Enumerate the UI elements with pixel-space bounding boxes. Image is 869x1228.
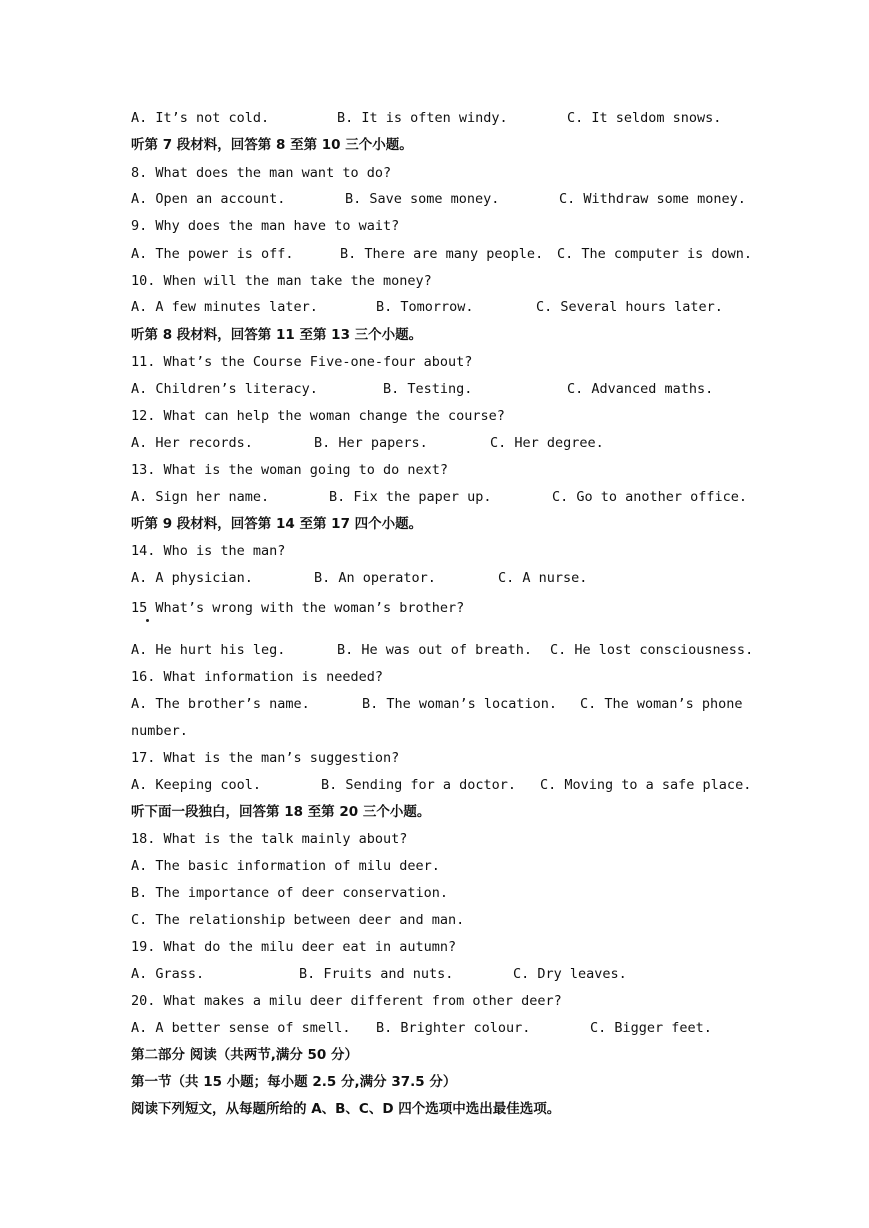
option-a: A. Open an account. <box>131 191 286 207</box>
option-a: A. Keeping cool. <box>131 777 262 793</box>
option-b: B. Fruits and nuts. <box>299 966 454 982</box>
option-line: A. The basic information of milu deer. <box>131 858 440 874</box>
option-a: A. He hurt his leg. <box>131 642 286 658</box>
question-text: 9. Why does the man have to wait? <box>131 218 400 234</box>
option-a: A. The power is off. <box>131 246 294 262</box>
option-b: B. There are many people. <box>340 246 544 262</box>
section-heading: 第一节（共 15 小题；每小题 2.5 分,满分 37.5 分） <box>131 1074 457 1090</box>
stray-mark <box>146 619 149 622</box>
option-c: C. Several hours later. <box>536 299 723 315</box>
option-c: C. A nurse. <box>498 570 588 586</box>
option-c: C. The computer is down. <box>557 246 753 262</box>
option-b: B. Sending for a doctor. <box>321 777 517 793</box>
option-line: B. The importance of deer conservation. <box>131 885 448 901</box>
option-b: B. An operator. <box>314 570 436 586</box>
question-text: 8. What does the man want to do? <box>131 165 392 181</box>
option-c: C. Advanced maths. <box>567 381 714 397</box>
option-a: A. It’s not cold. <box>131 110 270 126</box>
question-text: 10. When will the man take the money? <box>131 273 432 289</box>
option-b: B. Her papers. <box>314 435 428 451</box>
option-c: C. Bigger feet. <box>590 1020 712 1036</box>
question-text: 19. What do the milu deer eat in autumn? <box>131 939 457 955</box>
option-b: B. Tomorrow. <box>376 299 474 315</box>
option-a: A. Her records. <box>131 435 253 451</box>
question-text: 14. Who is the man? <box>131 543 286 559</box>
option-c: C. Dry leaves. <box>513 966 627 982</box>
question-text: 12. What can help the woman change the course? <box>131 408 505 424</box>
section-heading: 听下面一段独白，回答第 18 至第 20 三个小题。 <box>131 804 431 820</box>
option-c: C. Go to another office. <box>552 489 748 505</box>
question-text: 17. What is the man’s suggestion? <box>131 750 400 766</box>
option-b: B. Save some money. <box>345 191 500 207</box>
question-continuation: number. <box>131 723 188 739</box>
option-c: C. It seldom snows. <box>567 110 722 126</box>
question-text: 16. What information is needed? <box>131 669 383 685</box>
question-text: 15 What’s wrong with the woman’s brother? <box>131 600 465 616</box>
option-b: B. Fix the paper up. <box>329 489 492 505</box>
option-c: C. Her degree. <box>490 435 604 451</box>
question-text: 13. What is the woman going to do next? <box>131 462 448 478</box>
section-heading: 听第 8 段材料，回答第 11 至第 13 三个小题。 <box>131 327 423 343</box>
option-line: C. The relationship between deer and man. <box>131 912 465 928</box>
option-b: B. Testing. <box>383 381 473 397</box>
option-a: A. Children’s literacy. <box>131 381 318 397</box>
option-b: B. It is often windy. <box>337 110 508 126</box>
option-a: A. Grass. <box>131 966 205 982</box>
section-heading: 听第 9 段材料，回答第 14 至第 17 四个小题。 <box>131 516 423 532</box>
option-b: B. He was out of breath. <box>337 642 533 658</box>
option-c: C. He lost consciousness. <box>550 642 754 658</box>
option-c: C. Moving to a safe place. <box>540 777 752 793</box>
option-c: C. The woman’s phone <box>580 696 743 712</box>
instructions: 阅读下列短文，从每题所给的 A、B、C、D 四个选项中选出最佳选项。 <box>131 1101 561 1117</box>
option-a: A. A better sense of smell. <box>131 1020 351 1036</box>
option-b: B. Brighter colour. <box>376 1020 531 1036</box>
option-a: A. Sign her name. <box>131 489 270 505</box>
question-text: 11. What’s the Course Five-one-four about? <box>131 354 473 370</box>
part-heading: 第二部分 阅读（共两节,满分 50 分） <box>131 1047 359 1063</box>
section-heading: 听第 7 段材料，回答第 8 至第 10 三个小题。 <box>131 137 413 153</box>
option-a: A. The brother’s name. <box>131 696 310 712</box>
option-a: A. A physician. <box>131 570 253 586</box>
question-text: 18. What is the talk mainly about? <box>131 831 408 847</box>
option-c: C. Withdraw some money. <box>559 191 746 207</box>
question-text: 20. What makes a milu deer different from other deer? <box>131 993 562 1009</box>
option-b: B. The woman’s location. <box>362 696 558 712</box>
option-a: A. A few minutes later. <box>131 299 318 315</box>
